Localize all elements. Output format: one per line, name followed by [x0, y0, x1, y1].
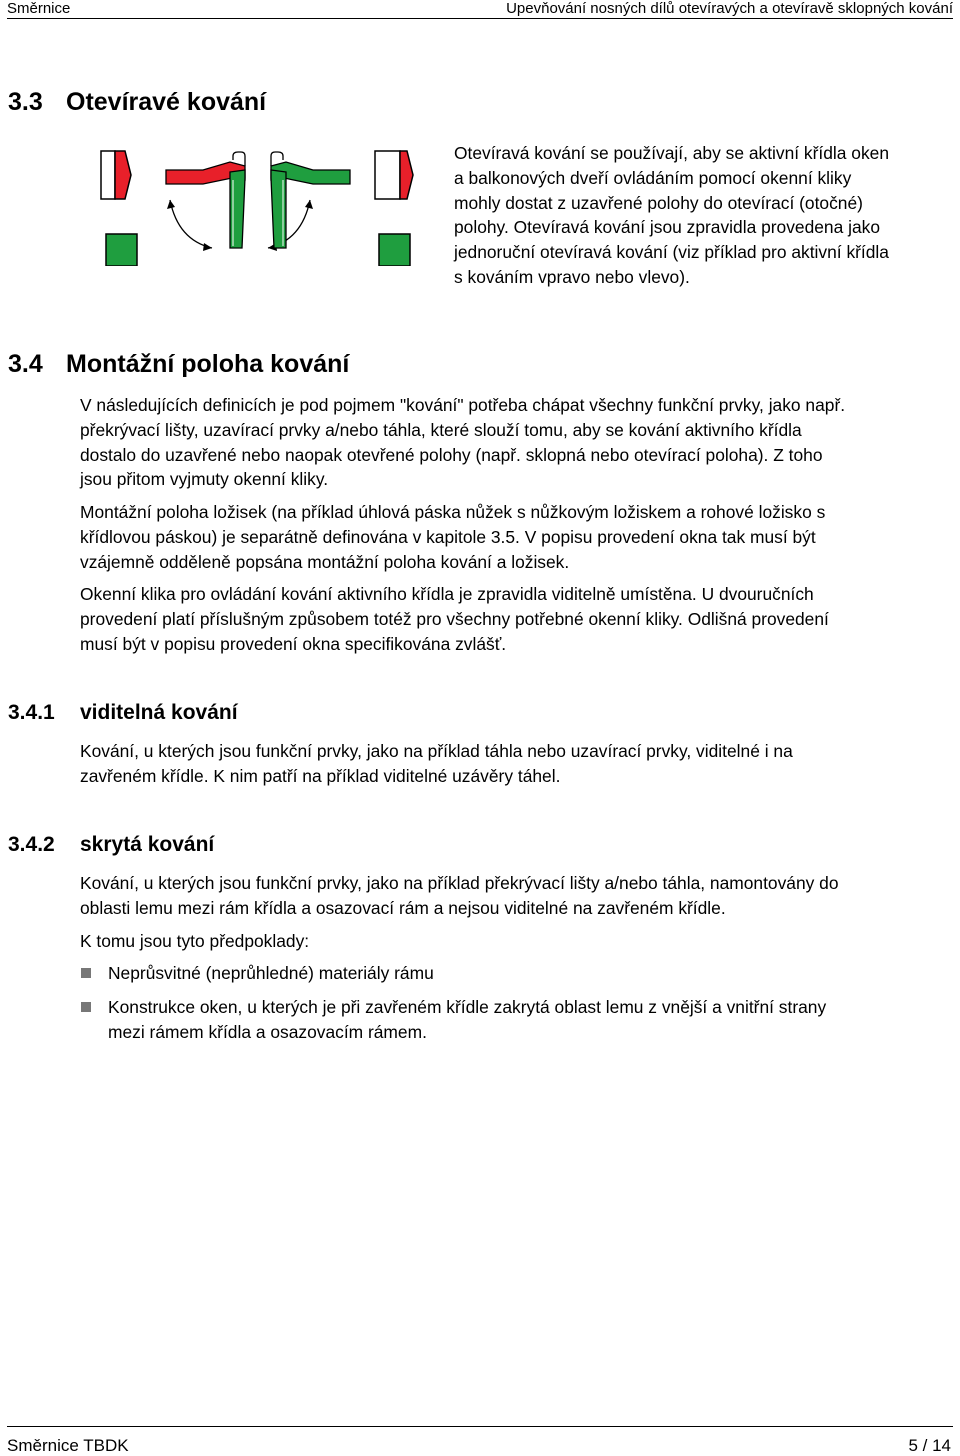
section-number: 3.4 [8, 350, 43, 378]
text-line: jednoruční otevíravá kování (viz příklad pro aktivní křídla [454, 242, 889, 263]
text-line: zavřeném křídle. K nim patří na příklad viditelné uzávěry táhel. [80, 765, 561, 786]
list-item [80, 961, 940, 986]
section-3-4-paragraph-1 [80, 393, 950, 492]
text-line: Neprůsvitné (neprůhledné) materiály rámu [108, 963, 434, 983]
section-title: Otevíravé kování [66, 88, 267, 116]
section-heading-3-3 [8, 88, 266, 116]
section-number: 3.4.2 [8, 833, 55, 856]
section-heading-3-4-1 [8, 701, 238, 725]
left-handle-icon [166, 152, 245, 248]
section-3-4-2-paragraph-1 [80, 871, 950, 921]
header-left-title: Směrnice [7, 0, 71, 17]
text-line: oblasti lemu mezi rám křídla a osazovací rám a nejsou viditelné na zavřeném křídle. [80, 897, 726, 918]
section-3-4-1-text [80, 739, 950, 789]
section-title: skrytá kování [80, 833, 215, 856]
text-line: Montážní poloha ložisek (na příklad úhlová páska nůžek s nůžkovým ložiskem a rohové ložisko s [80, 502, 826, 522]
text-line: vzájemně odděleně popsána montážní poloha kování a ložisek. [80, 551, 570, 572]
footer-document-name: Směrnice TBDK [7, 1436, 129, 1455]
text-line: dostalo do uzavřené nebo naopak otevřené polohy (např. sklopná nebo otevírací poloha). Z toho [80, 444, 823, 465]
page-footer [7, 1426, 953, 1455]
text-line: Konstrukce oken, u kterých je při zavřeném křídle zakrytá oblast lemu z vnější a vnitřní strany [108, 996, 827, 1017]
text-line: křídlovou páskou) je separátně definována v kapitole 3.5. V popisu provedení okna tak musí být [80, 526, 816, 547]
rotation-arc-left-icon [170, 200, 212, 248]
left-sash-green-icon [106, 234, 137, 266]
square-bullet-icon [81, 1002, 91, 1012]
right-sash-red-icon [375, 151, 413, 199]
text-line: provedení platí příslušným způsobem totéž pro všechny potřebné okenní kliky. Odlišná provedení [80, 608, 829, 629]
section-number: 3.4.1 [8, 701, 55, 724]
section-heading-3-4 [8, 350, 349, 378]
section-3-3-text [454, 141, 954, 290]
text-line: musí být v popisu provedení okna specifikována zvlášť. [80, 633, 507, 654]
header-right-title: Upevňování nosných dílů otevíravých a otevíravě sklopných kování [506, 0, 953, 17]
section-3-4-paragraph-2 [80, 500, 950, 574]
text-line: mezi rámem křídla a osazovacím rámem. [108, 1021, 427, 1042]
text-line: Otevíravá kování se používají, aby se aktivní křídla oken [454, 143, 889, 163]
text-line: jsou přitom vyjmuty okenní kliky. [80, 469, 329, 490]
section-title: Montážní poloha kování [66, 350, 350, 378]
text-line: Kování, u kterých jsou funkční prvky, jako na příklad táhla nebo uzavírací prvky, viditelné i na [80, 741, 793, 761]
text-line: V následujících definicích je pod pojmem "kování" potřeba chápat všechny funkční prvky, jako např. [80, 395, 846, 415]
section-heading-3-4-2 [8, 833, 214, 857]
section-number: 3.3 [8, 88, 43, 116]
section-title: viditelná kování [80, 701, 238, 724]
page-header [7, 0, 953, 19]
text-line: Okenní klika pro ovládání kování aktivního křídla je zpravidla viditelně umístěna. U dvouručních [80, 584, 814, 604]
text-line: mohly dostat z uzavřené polohy do otevírací (otočné) [454, 192, 863, 213]
right-sash-green-icon [379, 234, 410, 266]
section-3-4-2-paragraph-2: K tomu jsou tyto předpoklady: [80, 931, 310, 951]
left-sash-red-icon [101, 151, 131, 199]
section-3-4-paragraph-3 [80, 582, 950, 656]
list-item [80, 995, 940, 1045]
text-line: Kování, u kterých jsou funkční prvky, jako na příklad překrývací lišty a/nebo táhla, namontovány do [80, 873, 839, 893]
prerequisites-list [80, 961, 940, 1053]
square-bullet-icon [81, 968, 91, 978]
right-handle-icon [271, 152, 350, 248]
text-line: s kováním vpravo nebo vlevo). [454, 266, 690, 287]
text-line: a balkonových dveří ovládáním pomocí okenní kliky [454, 167, 852, 188]
page-number: 5 / 14 [908, 1436, 951, 1455]
window-handle-figure [100, 148, 416, 266]
text-line: překrývací lišty, uzavírací prvky a/nebo táhla, které slouží tomu, aby se kování aktivního křídla [80, 419, 802, 440]
text-line: polohy. Otevíravá kování jsou zpravidla provedena jako [454, 217, 880, 238]
